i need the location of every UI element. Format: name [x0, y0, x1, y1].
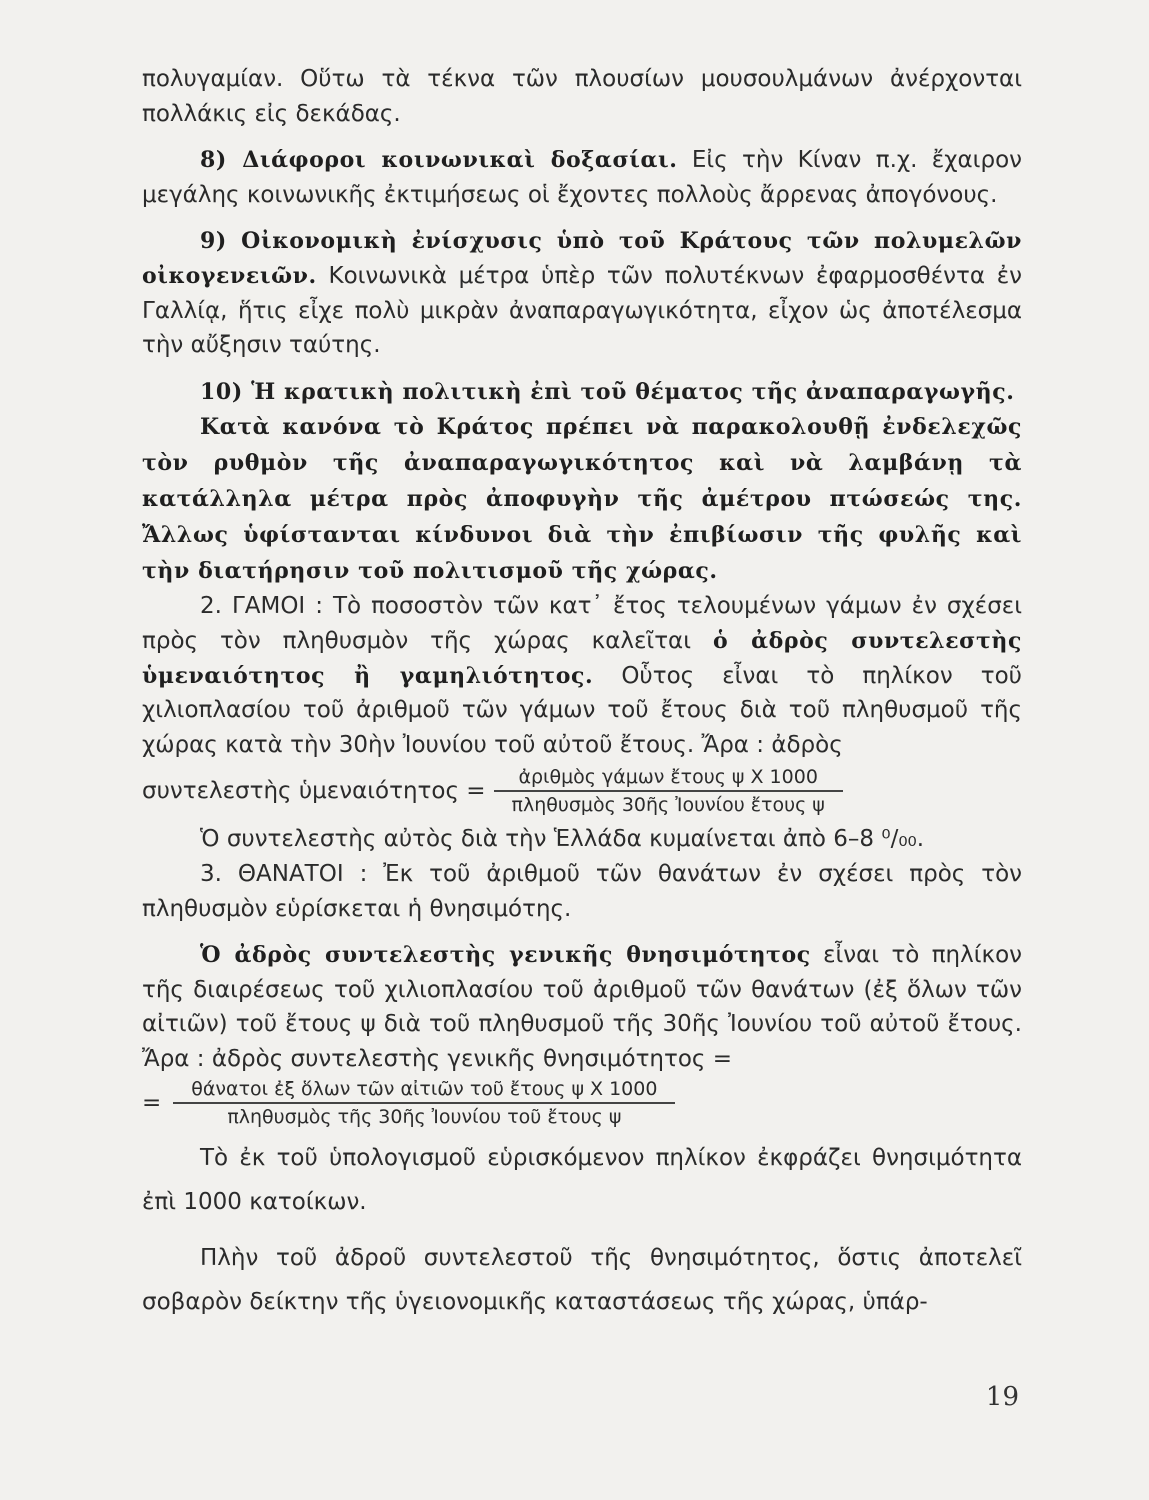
paragraph-gamoi: 2. ΓΑΜΟΙ : Τὸ ποσοστὸν τῶν κατ᾽ ἔτος τελουμένων γάμων ἐν σχέσει πρὸς τὸν πληθυσμὸν τῆς χώρας καλεῖται ὁ ἀδρὸς συντελεστὴς ὑμεναιότητος ἢ γαμηλιότητος. Οὗτος εἶναι τὸ πηλίκον τοῦ χιλιοπλασίου τοῦ ἀριθμοῦ τῶν γάμων τοῦ ἔτους διὰ τοῦ πληθυσμοῦ τῆς χώρας κατὰ τὴν 30ὴν Ἰουνίου τοῦ αὐτοῦ ἔτους. Ἄρα : ἀδρὸς [142, 593, 1022, 758]
mortality-rate-formula [142, 1076, 1022, 1130]
page-number: 19 [985, 1382, 1019, 1412]
paragraph-quotient: Τὸ ἐκ τοῦ ὑπολογισμοῦ εὑρισκόμενον πηλίκον ἐκφράζει θνησιμότητα ἐπὶ 1000 κατοίκων. [142, 1145, 1022, 1216]
paragraph-mortality: Ὁ ἀδρὸς συντελεστὴς γενικῆς θνησιμότητος εἶναι τὸ πηλίκον τῆς διαιρέσεως τοῦ χιλιοπλασίου τοῦ ἀριθμοῦ τῶν θανάτων (ἐξ ὅλων τῶν αἰτιῶν) τοῦ ἔτους ψ διὰ τοῦ πληθυσμοῦ τῆς 30ῆς Ἰουνίου τοῦ αὐτοῦ ἔτους. Ἄρα : ἀδρὸς συντελεστὴς γενικῆς θνησιμότητος = [142, 942, 1022, 1072]
formula-lhs: συντελεστὴς ὑμεναιότητος = [142, 778, 486, 805]
heading-10: 10) Ἡ κρατικὴ πολιτικὴ ἐπὶ τοῦ θέματος τῆς ἀναπαραγωγῆς. [200, 378, 1015, 405]
formula-denominator: πληθυσμὸς 30ῆς Ἰουνίου ἔτους ψ [511, 794, 825, 817]
paragraph-10-heading [142, 375, 1022, 410]
formula-fraction [173, 1076, 675, 1130]
paragraph-thanatoi: 3. ΘΑΝΑΤΟΙ : Ἐκ τοῦ ἀριθμοῦ τῶν θανάτων ἐν σχέσει πρὸς τὸν πληθυσμὸν εὑρίσκεται ἡ θνησιμότης. [142, 860, 1022, 922]
formula-denominator: πληθυσμὸς τῆς 30ῆς Ἰουνίου τοῦ ἔτους ψ [227, 1106, 622, 1129]
term-mortality-rate: Ὁ ἀδρὸς συντελεστὴς γενικῆς θνησιμότητος [200, 942, 811, 969]
paragraph-10-body: Κατὰ κανόνα τὸ Κράτος πρέπει νὰ παρακολουθῇ ἐνδελεχῶς τὸν ρυθμὸν τῆς ἀναπαραγωγικότητος καὶ νὰ λαμβάνῃ τὰ κατάλληλα μέτρα πρὸς ἀποφυγὴν τῆς ἀμέτρου πτώσεώς της. Ἄλλως ὑφίστανται κίνδυνοι διὰ τὴν ἐπιβίωσιν τῆς φυλῆς καὶ τὴν διατήρησιν τοῦ πολιτισμοῦ τῆς χώρας. [142, 414, 1022, 585]
formula-numerator: θάνατοι ἐξ ὅλων τῶν αἰτιῶν τοῦ ἔτους ψ X 1000 [191, 1078, 658, 1101]
paragraph-besides: Πλὴν τοῦ ἀδροῦ συντελεστοῦ τῆς θνησιμότητος, ὅστις ἀποτελεῖ σοβαρὸν δείκτην τῆς ὑγειονομικῆς καταστάσεως τῆς χώρας, ὑπάρ- [142, 1245, 1022, 1316]
formula-fraction [494, 764, 843, 818]
paragraph-greece-rate: Ὁ συντελεστὴς αὐτὸς διὰ τὴν Ἑλλάδα κυμαίνεται ἀπὸ 6–8 ⁰/₀₀. [200, 826, 925, 853]
formula-numerator: ἀριθμὸς γάμων ἔτους ψ X 1000 [518, 766, 818, 789]
paragraph-9: 9) Οἰκονομικὴ ἐνίσχυσις ὑπὸ τοῦ Κράτους τῶν πολυμελῶν οἰκογενειῶν. Κοινωνικὰ μέτρα ὑπὲρ τῶν πολυτέκνων ἐφαρμοσθέντα ἐν Γαλλίᾳ, ἥτις εἶχε πολὺ μικρὰν ἀναπαραγωγικότητα, εἶχον ὡς ἀποτέλεσμα τὴν αὔξησιν ταύτης. [142, 228, 1022, 359]
marriage-rate-formula [142, 764, 1022, 818]
term-marriage-rate: ὁ ἀδρὸς συντελεστὴς ὑμεναιότητος ἢ γαμηλιότητος. [142, 627, 1022, 689]
formula-equals: = [142, 1090, 162, 1117]
paragraph-polygamy: πολυγαμίαν. Οὕτω τὰ τέκνα τῶν πλουσίων μουσουλμάνων ἀνέρχονται πολλάκις εἰς δεκάδας. [142, 66, 1022, 127]
paragraph-8: 8) Διάφοροι κοινωνικαὶ δοξασίαι. Εἰς τὴν Κίναν π.χ. ἔχαιρον μεγάλης κοινωνικῆς ἐκτιμήσεως οἱ ἔχοντες πολλοὺς ἄρρενας ἀπογόνους. [142, 147, 1022, 208]
body-text [142, 62, 1022, 1324]
heading-8: 8) Διάφοροι κοινωνικαὶ δοξασίαι. [200, 147, 678, 174]
heading-9: 9) Οἰκονομικὴ ἐνίσχυσις ὑπὸ τοῦ Κράτους τῶν πολυμελῶν οἰκογενειῶν. [142, 228, 1022, 289]
